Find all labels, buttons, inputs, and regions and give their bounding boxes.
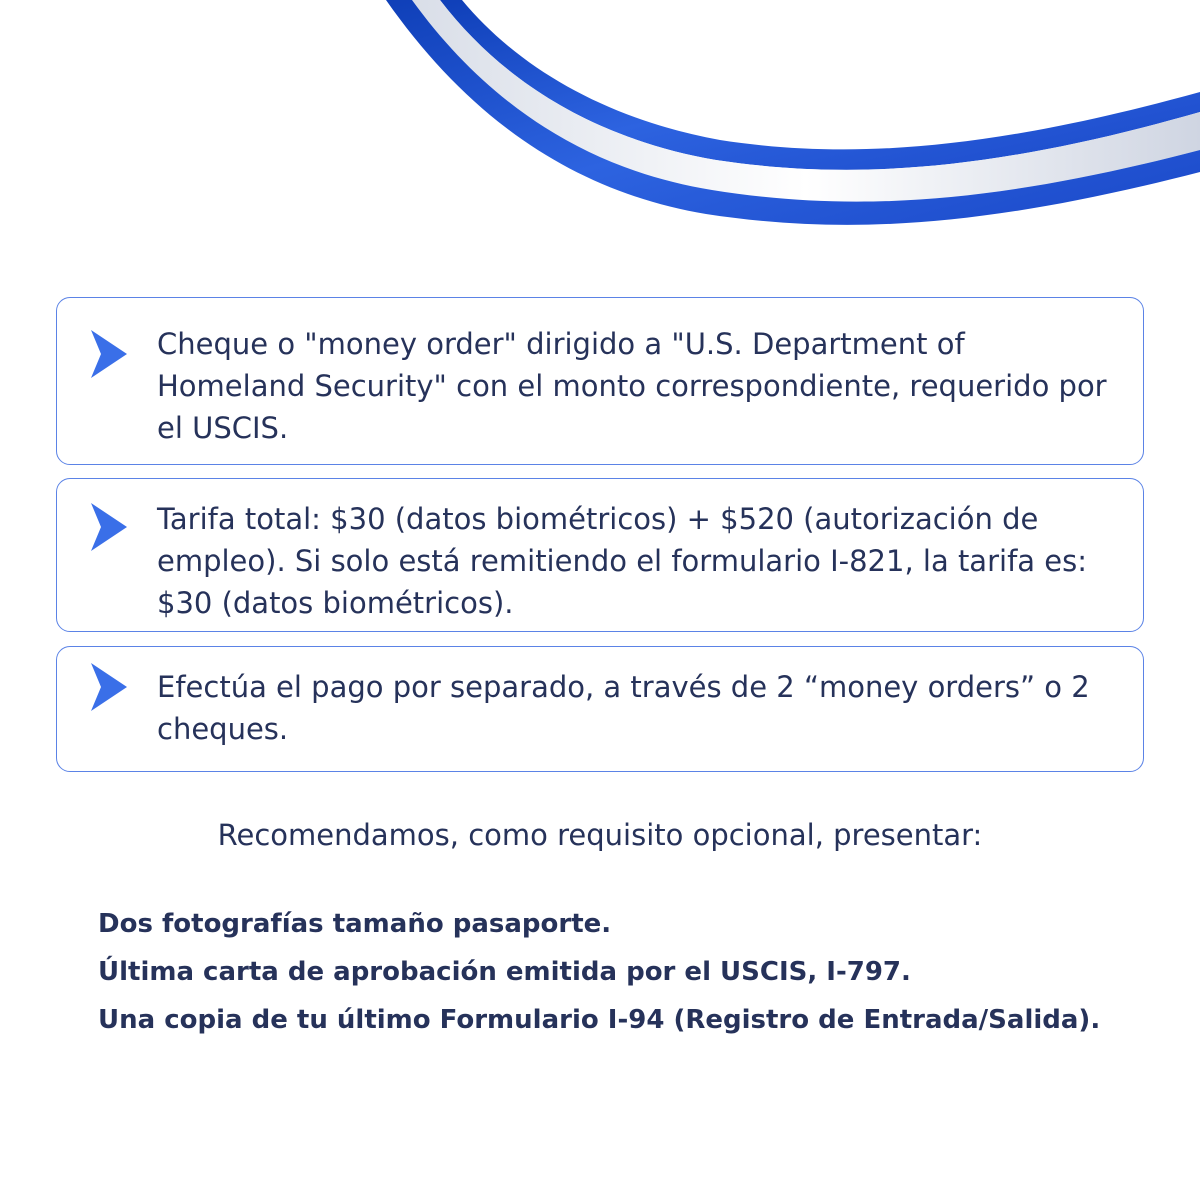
card-1-text: Cheque o "money order" dirigido a "U.S. Department of Homeland Security" con el monto correspondiente, requerido por el USCIS. <box>157 327 1107 445</box>
card-3-text: Efectúa el pago por separado, a través de 2 “money orders” o 2 cheques. <box>157 670 1090 746</box>
optional-item: Una copia de tu último Formulario I-94 (Registro de Entrada/Salida). <box>98 1005 1101 1035</box>
recommendation-heading: Recomendamos, como requisito opcional, presentar: <box>217 818 983 852</box>
optional-requirements-list <box>98 900 1138 1044</box>
requirement-card-1 <box>56 297 1144 465</box>
requirement-card-3 <box>56 646 1144 772</box>
flag-ribbon <box>0 0 1200 240</box>
optional-item: Dos fotografías tamaño pasaporte. <box>98 909 612 939</box>
chevron-right-icon <box>87 661 131 713</box>
chevron-right-icon <box>87 501 131 553</box>
card-2-text: Tarifa total: $30 (datos biométricos) + $520 (autorización de empleo). Si solo está remitiendo el formulario I-821, la tarifa es: $30 (datos biométricos). <box>157 502 1087 620</box>
chevron-right-icon <box>87 328 131 380</box>
requirement-card-2 <box>56 478 1144 632</box>
optional-item: Última carta de aprobación emitida por el USCIS, I-797. <box>98 957 911 987</box>
